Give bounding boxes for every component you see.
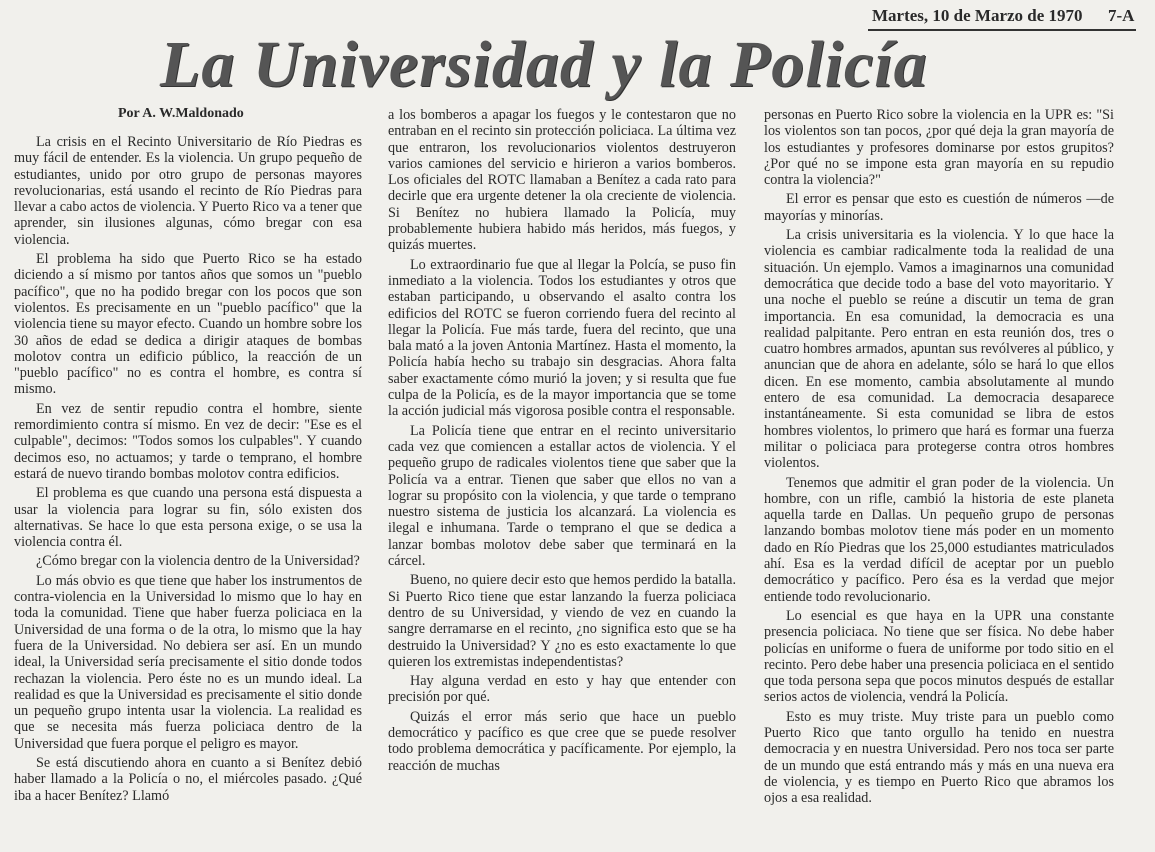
paragraph: Lo esencial es que haya en la UPR una constante presencia policiaca. No tiene que ser física. No debe haber policías en uniforme o fuera de uniforme por todo sitio en el recinto. Pero debe haber una presencia policiaca en el sentido que toda persona sepa que pocos minutos después de estallar serios actos de violencia, vendrá la Policía. bbox=[764, 607, 1114, 706]
paragraph: Bueno, no quiere decir esto que hemos perdido la batalla. Si Puerto Rico tiene que estar lanzando la fuerza policiaca dentro de su Universidad, y viendo de vez en cuando la sangre derramarse en el recinto, ¿no significa esto que se ha destruido la Universidad? Y ¿no es esto exactamente lo que quieren los extremistas independentistas? bbox=[388, 572, 736, 670]
paragraph: Tenemos que admitir el gran poder de la violencia. Un hombre, con un rifle, cambió la historia de este planeta aquella tarde en Dallas. Un pequeño grupo de personas lanzando bombas molotov tiene más poder en un momento dado en Río Piedras que los 25,000 estudiantes matriculados ahí. Esa es la verdad difícil de aceptar por un pueblo democrático y pacífico. Pero ésa es la verdad que mejor entiende todo revolucionario. bbox=[764, 474, 1114, 605]
paragraph: Hay alguna verdad en esto y hay que entender con precisión por qué. bbox=[388, 673, 736, 706]
paragraph: La Policía tiene que entrar en el recinto universitario cada vez que comiencen a estallar actos de violencia. Y el pequeño grupo de radicales violentos tiene que saber que la Policía va a entrar. Tienen que saber que ellos no van a lograr su propósito con la violencia, y que tarde o temprano nuestro sistema de justicia los alcanzará. La violencia es ilegal e inhumana. Tarde o temprano el que se dedica a lanzar bombas molotov debe saber que terminará en la cárcel. bbox=[388, 422, 736, 570]
paragraph: El error es pensar que esto es cuestión de números —de mayorías y minorías. bbox=[764, 191, 1114, 224]
paragraph: Lo más obvio es que tiene que haber los instrumentos de contra-violencia en la Universidad lo mismo que lo hay en toda la comunidad. Tiene que haber fuerza policiaca en la Universidad de una forma o de la otra, lo mismo que la hay fuera de la Universidad. No debiera ser así. En un mundo ideal, la Universidad sería precisamente el sitio donde todos rechazan la violencia. Pero éste no es un mundo ideal. La realidad es que la Universidad es precisamente el sitio donde un pequeño grupo intenta usar la violencia. La realidad es que se necesita más fuerza policiaca dentro de la Universidad que fuera porque el peligro es mayor. bbox=[14, 572, 362, 752]
paragraph: Quizás el error más serio que hace un pueblo democrático y pacífico es que cree que se puede resolver todo problema democrática y pacíficamente. Por ejemplo, la reacción de muchas bbox=[388, 708, 736, 774]
paragraph: La crisis en el Recinto Universitario de Río Piedras es muy fácil de entender. Es la violencia. Un grupo pequeño de estudiantes, unido por otro grupo de personas mayores revolucionarias, está usando el recinto de Río Piedras para llevar a cabo actos de violencia. Y Puerto Rico va a tener que aprender, sin ilusiones algunas, cómo bregar con esa violencia. bbox=[14, 134, 362, 248]
paragraph: La crisis universitaria es la violencia. Y lo que hace la violencia es cambiar radicalmente toda la realidad de una situación. Un ejemplo. Vamos a imaginarnos una comunidad democrática que decide todo a base del voto mayoritario. Y una noche el pueblo se reúne a discutir un tema de gran importancia. En esa comunidad, la democracia es una realidad palpitante. Pero entran en esta reunión dos, tres o cuatro hombres armados, apuntan sus revólveres al público, y anuncian que de ahora en adelante, sólo se hará lo que ellos dicen. En ese momento, cambia absolutamente al mundo entero de esa comunidad. La democracia desaparece instantáneamente. Si esta comunidad se libra de estos hombres violentos, lo primero que hará es formar una fuerza militar o policiaca para protegerse contra otros hombres violentos. bbox=[764, 227, 1114, 472]
paragraph: ¿Cómo bregar con la violencia dentro de la Universidad? bbox=[36, 553, 360, 570]
paragraph: a los bomberos a apagar los fuegos y le contestaron que no entraban en el recinto sin protección policiaca. La última vez que entraron, los revolucionarios violentos destruyeron varios camiones del servicio e hirieron a varios bomberos. Los oficiales del ROTC llamaban a Benítez a cada rato para decirle que era urgente detener la ola creciente de violencia. Si Benítez no hubiera llamado la Policía, muy probablemente hubiera habido más heridos, más fuegos, y quizás muertes. bbox=[388, 107, 736, 254]
paragraph: En vez de sentir repudio contra el hombre, siente remordimiento contra sí mismo. En vez de decir: "Ese es el culpable", decimos: "Todos somos los culpables". Y cuando decimos eso, no actuamos; y tarde o temprano, el hombre estará de nuevo tirando bombas molotov contra edificios. bbox=[14, 400, 362, 482]
dateline: Martes, 10 de Marzo de 1970 bbox=[872, 6, 1083, 25]
article-column-1 bbox=[14, 134, 362, 807]
paragraph: Se está discutiendo ahora en cuanto a si Benítez debió haber llamado a la Policía o no, el miércoles pasado. ¿Qué iba a hacer Benítez? Llamó bbox=[14, 754, 362, 804]
byline: Por A. W.Maldonado bbox=[118, 106, 244, 121]
article-column-3 bbox=[764, 107, 1114, 809]
paragraph: El problema es que cuando una persona está dispuesta a usar la violencia para lograr su fin, sólo existen dos alternativas. Se hace lo que esta persona exige, o se usa la violencia contra él. bbox=[14, 485, 362, 551]
paragraph: Esto es muy triste. Muy triste para un pueblo como Puerto Rico que tanto orgullo ha tenido en nuestra democracia y en nuestra Universidad. Pero nos toca ser parte de un mundo que está entrando más y más en una nueva era de violencia, y es tiempo en Puerto Rico que abramos los ojos a esa realidad. bbox=[764, 708, 1114, 807]
paragraph: personas en Puerto Rico sobre la violencia en la UPR es: "Si los violentos son tan pocos, ¿por qué deja la gran mayoría de los estudiantes y profesores dominarse por estos grupitos? ¿Por qué no se impone esta gran mayoría en su repudio contra la violencia?" bbox=[764, 107, 1114, 189]
article-column-2 bbox=[388, 107, 736, 777]
paragraph: El problema ha sido que Puerto Rico se ha estado diciendo a sí mismo por tantos años que somos un "pueblo pacífico", que no ha podido bregar con los pocos que son violentos. Es precisamente en un "pueblo pacífico" que la violencia tiene su mayor efecto. Cuando un hombre sobre los 30 años de edad se dedica a dirigir ataques de bombas molotov contra un edificio público, la reacción de un "pueblo pacífico" no es contra el hombre, es contra sí mismo. bbox=[14, 251, 362, 398]
article-title: La Universidad y la Policía bbox=[160, 28, 928, 101]
page-number: 7-A bbox=[1108, 6, 1135, 25]
paragraph: Lo extraordinario fue que al llegar la Polcía, se puso fin inmediato a la violencia. Todos los estudiantes y otros que estaban participando, u observando el asalto contra los edificios del ROTC se fueron corriendo fuera del recinto al llegar la Policía. Fue más tarde, fuera del recinto, que una bala mató a la joven Antonia Martínez. Hasta el momento, la Policía había hecho su trabajo sin desgracias. Ahora falta saber exactamente cómo murió la joven; y si resulta que fue culpa de la Policía, es de la mayor importancia que se tome la acción judicial más vigorosa posible contra el responsable. bbox=[388, 256, 736, 420]
